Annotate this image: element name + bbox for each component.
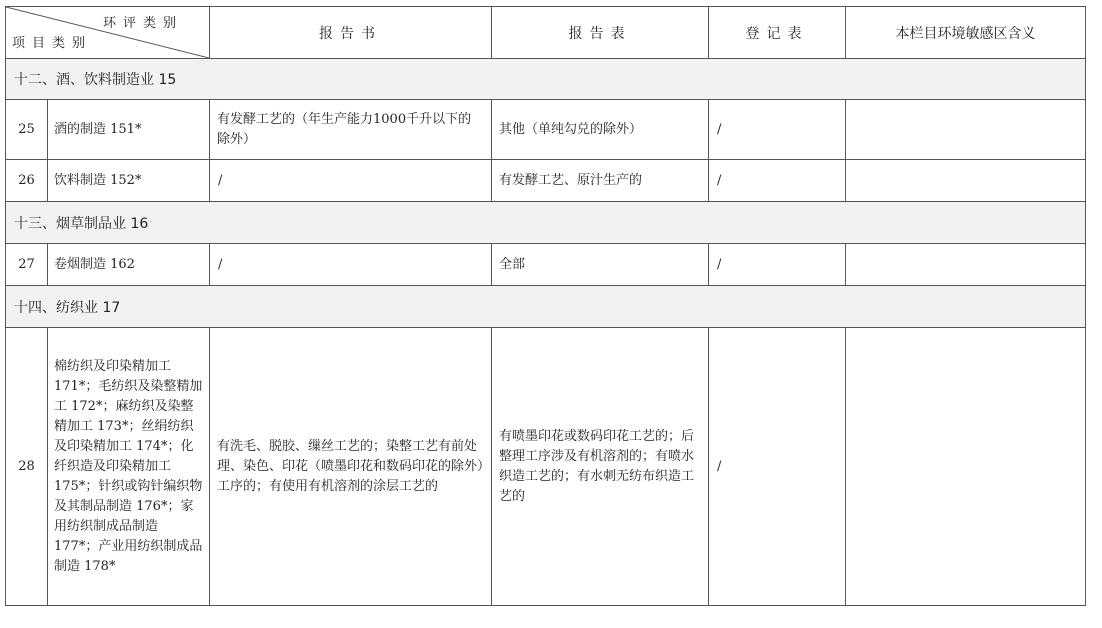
diag-top-label: 环评类别 [102,16,183,31]
col-header-report-form: 报告表 [492,7,709,59]
project-name: 酒的制造 151* [48,100,210,160]
diagonal-header-cell [6,7,210,59]
report-form-cell: 有喷墨印花或数码印花工艺的；后整理工序涉及有机溶剂的；有喷水织造工艺的；有水刺无纺布织造工艺的 [492,328,709,606]
report-form-cell: 有发酵工艺、原汁生产的 [492,160,709,202]
project-name: 饮料制造 152* [48,160,210,202]
report-book-cell: / [210,244,492,286]
section-title: 十四、纺织业 17 [6,286,1086,328]
section-title: 十二、酒、饮料制造业 15 [6,59,1086,100]
report-form-cell: 全部 [492,244,709,286]
register-cell: / [709,160,846,202]
col-header-report-book: 报告书 [210,7,492,59]
section-row [6,202,1086,244]
report-form-cell: 其他（单纯勾兑的除外） [492,100,709,160]
project-name: 卷烟制造 162 [48,244,210,286]
section-row [6,286,1086,328]
report-book-cell: 有洗毛、脱胶、缫丝工艺的；染整工艺有前处理、染色、印花（喷墨印花和数码印花的除外）工序的；有使用有机溶剂的涂层工艺的 [210,328,492,606]
register-cell: / [709,100,846,160]
sensitive-cell [846,160,1086,202]
table-container [5,6,1086,606]
diag-bottom-label: 项目类别 [12,36,93,51]
row-number: 28 [6,328,48,606]
report-book-cell: / [210,160,492,202]
section-title: 十三、烟草制品业 16 [6,202,1086,244]
col-header-sensitive: 本栏目环境敏感区含义 [846,7,1086,59]
section-row [6,59,1086,100]
table-row [6,100,1086,160]
table-row [6,160,1086,202]
table-row [6,244,1086,286]
register-cell: / [709,328,846,606]
row-number: 25 [6,100,48,160]
sensitive-cell [846,100,1086,160]
col-header-register: 登记表 [709,7,846,59]
header-row [6,7,1086,59]
sensitive-cell [846,328,1086,606]
project-name: 棉纺织及印染精加工 171*；毛纺织及染整精加工 172*；麻纺织及染整精加工 173*；丝绢纺织及印染精加工 174*；化纤织造及印染精加工 175*；针织或钩针编织物及其制品制造 176*；家用纺织制成品制造 177*；产业用纺织制成品制造 178* [48,328,210,606]
row-number: 27 [6,244,48,286]
register-cell: / [709,244,846,286]
report-book-cell: 有发酵工艺的（年生产能力1000千升以下的除外） [210,100,492,160]
eia-classification-table [5,6,1086,606]
sensitive-cell [846,244,1086,286]
row-number: 26 [6,160,48,202]
table-row [6,328,1086,606]
